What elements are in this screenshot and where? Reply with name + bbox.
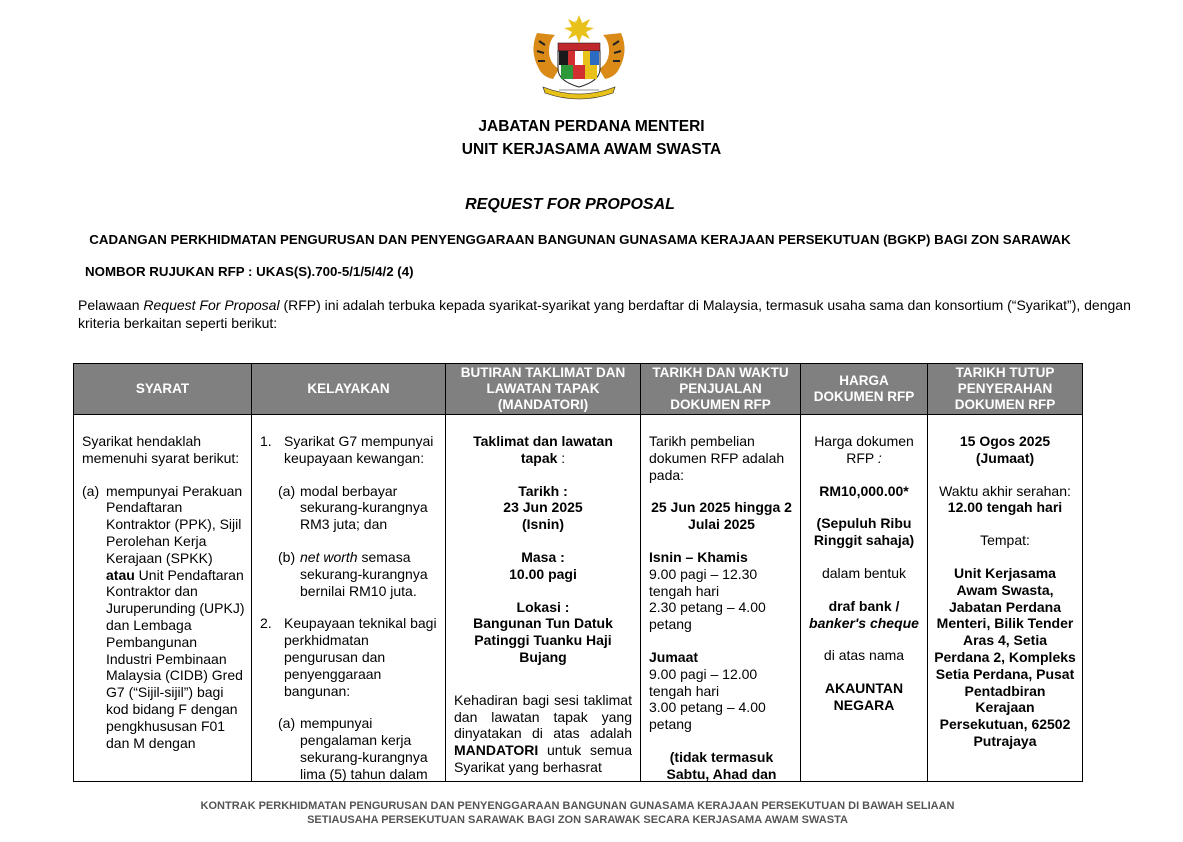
taklimat-time: 10.00 pagi — [509, 565, 577, 582]
kelayakan-item-1b: (b) net worth semasa sekurang-kurangnya bernilai RM10 juta. — [278, 548, 428, 599]
tutup-time-lead: Waktu akhir serahan: — [939, 482, 1071, 499]
column-taklimat — [445, 364, 640, 782]
taklimat-tarikh-label: Tarikh : — [518, 482, 568, 499]
penjualan-lead: Tarikh pembelian dokumen RFP adalah pada: — [649, 433, 785, 483]
penjualan-weekdays: Isnin – Khamis — [649, 548, 748, 565]
tutup-place: Unit Kerjasama Awam Swasta, Jabatan Perdana Menteri, Bilik Tender Aras 4, Setia Perdana 2, Kompleks Setia Perdana, Pusat Pentadbiran Kerajaan Persekutuan, 62502 Putrajaya — [934, 564, 1076, 749]
rfp-criteria-table — [73, 363, 1083, 782]
column-penjualan — [640, 364, 800, 782]
harga-payee-lead: di atas nama — [823, 647, 905, 664]
taklimat-masa-label: Masa : — [521, 548, 565, 565]
ministry-title: JABATAN PERDANA MENTERI — [478, 118, 705, 135]
harga-amount: RM10,000.00* — [819, 482, 909, 499]
kelayakan-item-2a: (a) mempunyai pengalaman kerja sekurang-kurangnya lima (5) tahun dalam — [278, 715, 428, 782]
tutup-place-lead: Tempat: — [980, 532, 1030, 549]
header-syarat: SYARAT — [74, 364, 251, 415]
harga-payee: AKAUNTAN NEGARA — [824, 680, 904, 713]
header-kelayakan: KELAYAKAN — [252, 364, 445, 415]
harga-form-lead: dalam bentuk — [821, 564, 907, 581]
header-penjualan: TARIKH DAN WAKTU PENJUALAN DOKUMEN RFP — [641, 364, 800, 415]
kelayakan-item-2: 2. Keupayaan teknikal bagi perkhidmatan pengurusan dan penyenggaraan bangunan: — [260, 615, 437, 699]
harga-words: (Sepuluh Ribu Ringgit sahaja) — [813, 515, 915, 549]
footer-line-2: SETIAUSAHA PERSEKUTUAN SARAWAK BAGI ZON SARAWAK SECARA KERJASAMA AWAM SWASTA — [307, 814, 848, 826]
column-kelayakan — [251, 364, 445, 782]
taklimat-day: (Isnin) — [522, 516, 564, 533]
penjualan-friday-time1: 9.00 pagi – 12.00 tengah hari — [649, 665, 758, 699]
taklimat-date: 23 Jun 2025 — [503, 499, 583, 516]
column-tutup — [927, 364, 1082, 782]
subject-heading: CADANGAN PERKHIDMATAN PENGURUSAN DAN PENYENGGARAAN BANGUNAN GUNASAMA KERAJAAN PERSEKUTUAN (BGKP) BAGI ZON SARAWAK — [89, 232, 1071, 247]
taklimat-lead: Taklimat dan lawatan tapak : — [473, 433, 613, 466]
harga-form-1: draf bank / — [828, 597, 900, 614]
column-syarat — [74, 364, 251, 782]
penjualan-friday-time2: 3.00 petang – 4.00 petang — [649, 699, 766, 733]
page-footer — [0, 799, 1155, 827]
intro-paragraph: Pelawaan Request For Proposal (RFP) ini adalah terbuka kepada syarikat-syarikat yang berdaftar di Malaysia, termasuk usaha sama dan konsortium (“Syarikat”), dengan kriteria berkaitan seperti berikut: — [78, 297, 1131, 331]
taklimat-lokasi-label: Lokasi : — [516, 598, 570, 615]
syarat-lead: Syarikat hendaklah memenuhi syarat berikut: — [82, 433, 240, 466]
penjualan-exclusion: (tidak termasuk Sabtu, Ahad dan — [666, 748, 777, 782]
header-tutup: TARIKH TUTUP PENYERAHAN DOKUMEN RFP — [928, 364, 1082, 415]
header-harga: HARGA DOKUMEN RFP — [801, 364, 927, 415]
coat-of-arms-logo — [525, 13, 633, 103]
column-harga — [800, 364, 927, 782]
penjualan-weekday-time2: 2.30 petang – 4.00 petang — [649, 599, 766, 633]
penjualan-dates: 25 Jun 2025 hingga 2 Julai 2025 — [651, 499, 792, 533]
syarat-item-a: (a) mempunyai Perakuan Pendaftaran Kontraktor (PPK), Sijil Perolehan Kerja Kerajaan (SPKK) atau Unit Pendaftaran Kontraktor dan Juruperunding (UPKJ) dan Lembaga Pembangunan Industri Pembinaan Malaysia (CIDB) Gred G7 (“Sijil-sijil”) bagi kod bidang F dengan pengkhususan F01 dan M dengan — [82, 482, 245, 751]
document-type: REQUEST FOR PROPOSAL — [465, 196, 675, 213]
taklimat-location: Bangunan Tun Datuk Patinggi Tuanku Haji Bujang — [473, 615, 613, 665]
kelayakan-item-1a: (a) modal berbayar sekurang-kurangnya RM3 juta; dan — [278, 482, 428, 533]
unit-title: UNIT KERJASAMA AWAM SWASTA — [461, 141, 722, 158]
tutup-day: (Jumaat) — [975, 449, 1035, 466]
footer-line-1: KONTRAK PERKHIDMATAN PENGURUSAN DAN PENYENGGARAAN BANGUNAN GUNASAMA KERAJAAN PERSEKUTUAN DI BAWAH SELIAAN — [200, 800, 955, 812]
harga-lead: Harga dokumen RFP : — [814, 433, 914, 466]
header-taklimat: BUTIRAN TAKLIMAT DAN LAWATAN TAPAK (MANDATORI) — [446, 364, 640, 415]
kelayakan-item-1: 1. Syarikat G7 mempunyai keupayaan kewangan: — [260, 433, 434, 466]
harga-form-2: banker's cheque — [809, 614, 919, 631]
tutup-time: 12.00 tengah hari — [947, 499, 1063, 516]
tutup-date: 15 Ogos 2025 — [959, 433, 1051, 449]
penjualan-friday: Jumaat — [649, 648, 699, 665]
penjualan-weekday-time1: 9.00 pagi – 12.30 tengah hari — [649, 565, 758, 599]
taklimat-note: Kehadiran bagi sesi taklimat dan lawatan tapak yang dinyatakan di atas adalah MANDATORI untuk semua Syarikat yang berhasrat — [454, 691, 632, 775]
reference-number: NOMBOR RUJUKAN RFP : UKAS(S).700-5/1/5/4/2 (4) — [85, 264, 414, 279]
